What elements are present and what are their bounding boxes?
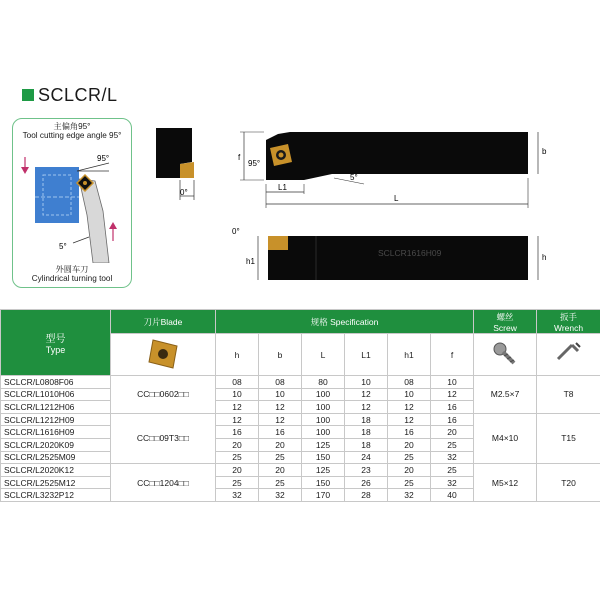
spec-cell-f: 10 <box>431 376 474 389</box>
wrench-icon <box>554 339 584 369</box>
wrench-icon-cell <box>537 334 600 376</box>
spec-cell-l1: 18 <box>345 426 388 439</box>
insert-edge-shape <box>180 162 194 178</box>
spec-cell-b: 12 <box>259 401 302 414</box>
type-cell: SCLCR/L2525M09 <box>1 451 111 464</box>
callout-95-label: 95° <box>97 154 110 163</box>
spec-cell-h: 16 <box>216 426 259 439</box>
top-5-label: 5° <box>350 173 358 182</box>
spec-cell-h1: 12 <box>388 413 431 426</box>
top-b-label: b <box>542 147 547 156</box>
spec-cell-h: 12 <box>216 413 259 426</box>
spec-cell-h1: 20 <box>388 438 431 451</box>
spec-cell-l: 125 <box>302 464 345 477</box>
spec-cell-f: 25 <box>431 438 474 451</box>
spec-cell-b: 25 <box>259 451 302 464</box>
callout-5-label: 5° <box>59 242 67 251</box>
spec-cell-b: 20 <box>259 438 302 451</box>
callout-angle-cn: 主偏角95° <box>53 122 91 131</box>
type-cell: SCLCR/L1010H06 <box>1 388 111 401</box>
angle-callout <box>12 118 132 288</box>
screw-cell: M4×10 <box>474 413 537 463</box>
callout-turning-cn: 外圆车刀 <box>55 265 89 274</box>
spec-cell-l1: 10 <box>345 376 388 389</box>
spec-cell-l1: 12 <box>345 401 388 414</box>
side-h1-label: h1 <box>246 257 255 266</box>
spec-cell-l: 125 <box>302 438 345 451</box>
side-0-label: 0° <box>232 227 240 236</box>
table-row <box>1 376 600 389</box>
spec-cell-l: 150 <box>302 476 345 489</box>
col-h: h <box>216 334 259 376</box>
spec-cell-b: 16 <box>259 426 302 439</box>
insert-0-label: 0° <box>180 188 188 197</box>
header-blade: 刀片Blade <box>111 310 216 334</box>
spec-cell-h1: 16 <box>388 426 431 439</box>
type-cell: SCLCR/L3232P12 <box>1 489 111 502</box>
header-wrench-cn: 扳手 <box>560 311 578 322</box>
tool-shank-shape <box>79 179 109 263</box>
header-screw-cn: 螺丝 <box>496 311 514 322</box>
spec-cell-h: 12 <box>216 401 259 414</box>
col-l: L <box>302 334 345 376</box>
spec-cell-h: 10 <box>216 388 259 401</box>
spec-cell-f: 25 <box>431 464 474 477</box>
turning-diagram <box>13 143 131 263</box>
tool-side-view <box>228 222 560 288</box>
wrench-cell: T20 <box>537 464 600 502</box>
spec-cell-l1: 28 <box>345 489 388 502</box>
spec-cell-l: 100 <box>302 426 345 439</box>
spec-cell-b: 25 <box>259 476 302 489</box>
header-type-cn: 型号 <box>45 334 66 345</box>
top-95-label: 95° <box>248 159 261 168</box>
insert-blade-icon <box>145 336 181 372</box>
blade-cell: CC□□1204□□ <box>111 464 216 502</box>
spec-cell-h: 25 <box>216 476 259 489</box>
spec-cell-h: 20 <box>216 438 259 451</box>
type-cell: SCLCR/L0808F06 <box>1 376 111 389</box>
spec-cell-l1: 18 <box>345 413 388 426</box>
insert-closeup <box>150 124 210 204</box>
spec-cell-l: 100 <box>302 388 345 401</box>
spec-cell-b: 32 <box>259 489 302 502</box>
col-f: f <box>431 334 474 376</box>
header-wrench-en: Wrench <box>553 322 584 333</box>
spec-cell-h: 08 <box>216 376 259 389</box>
spec-cell-b: 10 <box>259 388 302 401</box>
side-engraving: SCLCR1616H09 <box>378 248 442 258</box>
screw-icon <box>490 339 520 369</box>
blade-cell: CC□□09T3□□ <box>111 413 216 463</box>
type-cell: SCLCR/L2020K09 <box>1 438 111 451</box>
screw-icon-cell <box>474 334 537 376</box>
spec-cell-l1: 24 <box>345 451 388 464</box>
spec-cell-f: 12 <box>431 388 474 401</box>
tool-body-shape <box>266 132 528 180</box>
spec-cell-h1: 10 <box>388 388 431 401</box>
header-screw-en: Screw <box>493 322 517 333</box>
wrench-cell: T8 <box>537 376 600 414</box>
screw-cell: M2.5×7 <box>474 376 537 414</box>
top-l-label: L <box>394 194 399 203</box>
col-l1: L1 <box>345 334 388 376</box>
header-screw <box>474 310 537 334</box>
type-cell: SCLCR/L2525M12 <box>1 476 111 489</box>
spec-cell-f: 16 <box>431 413 474 426</box>
spec-cell-f: 16 <box>431 401 474 414</box>
spec-cell-b: 08 <box>259 376 302 389</box>
spec-cell-l1: 12 <box>345 388 388 401</box>
spec-cell-l: 80 <box>302 376 345 389</box>
spec-cell-f: 32 <box>431 451 474 464</box>
tool-top-view <box>238 118 558 210</box>
spec-cell-h1: 25 <box>388 476 431 489</box>
header-spec: 规格 Specification <box>216 310 474 334</box>
blade-icon-cell <box>111 334 216 376</box>
table-row <box>1 413 600 426</box>
spec-table <box>0 309 600 502</box>
spec-cell-b: 20 <box>259 464 302 477</box>
type-cell: SCLCR/L1212H09 <box>1 413 111 426</box>
side-h-label: h <box>542 253 547 262</box>
side-body-shape <box>268 236 528 280</box>
spec-cell-h1: 20 <box>388 464 431 477</box>
callout-turning-en: Cylindrical turning tool <box>31 274 113 283</box>
spec-cell-f: 32 <box>431 476 474 489</box>
spec-cell-b: 12 <box>259 413 302 426</box>
type-cell: SCLCR/L2020K12 <box>1 464 111 477</box>
blade-cell: CC□□0602□□ <box>111 376 216 414</box>
title-text: SCLCR/L <box>38 84 118 105</box>
spec-cell-h1: 12 <box>388 401 431 414</box>
spec-cell-l: 150 <box>302 451 345 464</box>
spec-cell-h1: 25 <box>388 451 431 464</box>
spec-cell-l1: 26 <box>345 476 388 489</box>
page-title <box>22 84 118 106</box>
header-wrench <box>537 310 600 334</box>
spec-cell-h1: 08 <box>388 376 431 389</box>
type-cell: SCLCR/L1212H06 <box>1 401 111 414</box>
wrench-cell: T15 <box>537 413 600 463</box>
side-insert-shape <box>268 236 288 250</box>
spec-body <box>1 376 600 502</box>
spec-cell-h: 32 <box>216 489 259 502</box>
spec-cell-l: 170 <box>302 489 345 502</box>
spec-cell-l: 100 <box>302 401 345 414</box>
spec-cell-l: 100 <box>302 413 345 426</box>
callout-angle-en: Tool cutting edge angle 95° <box>22 131 122 140</box>
spec-cell-l1: 23 <box>345 464 388 477</box>
type-cell: SCLCR/L1616H09 <box>1 426 111 439</box>
spec-cell-h1: 32 <box>388 489 431 502</box>
spec-cell-f: 20 <box>431 426 474 439</box>
col-b: b <box>259 334 302 376</box>
top-l1-label: L1 <box>278 183 287 192</box>
title-marker <box>22 89 34 101</box>
spec-cell-h: 25 <box>216 451 259 464</box>
top-f-label: f <box>238 153 241 162</box>
header-type <box>1 310 111 376</box>
col-h1: h1 <box>388 334 431 376</box>
spec-cell-f: 40 <box>431 489 474 502</box>
spec-cell-l1: 18 <box>345 438 388 451</box>
header-type-en: Type <box>45 345 66 355</box>
table-row <box>1 464 600 477</box>
spec-cell-h: 20 <box>216 464 259 477</box>
screw-cell: M5×12 <box>474 464 537 502</box>
